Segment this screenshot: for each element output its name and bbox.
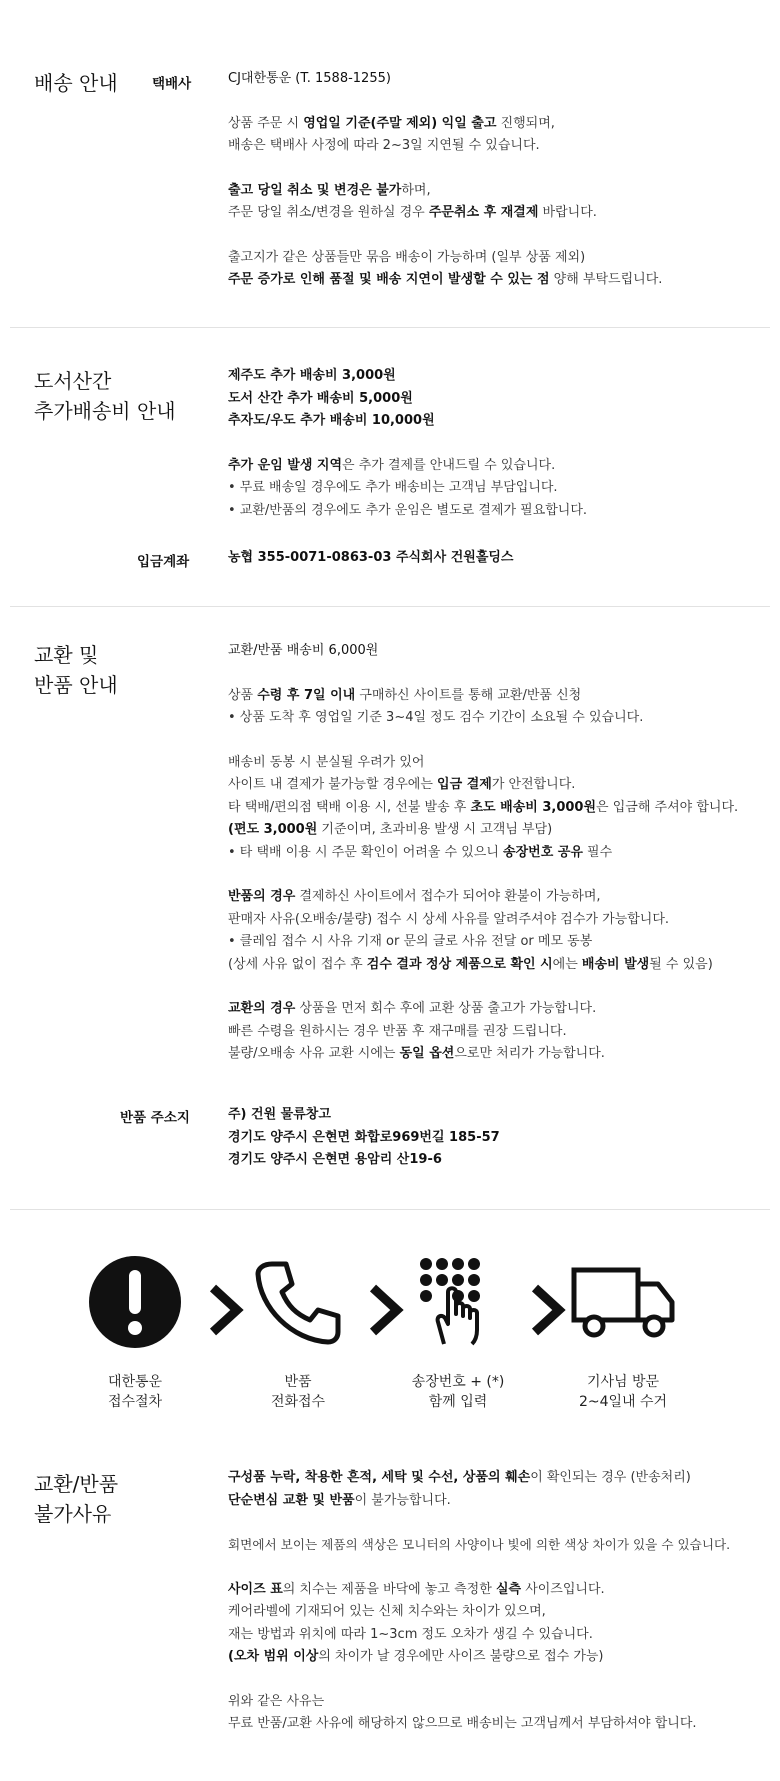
remote-fee1: 제주도 추가 배송비 3,000원 <box>228 368 396 383</box>
exchange-p10: • 클레임 접수 시 사유 기재 or 문의 글로 사유 전달 or 메모 동봉 <box>228 934 593 949</box>
nonreturn-q2: 단순변심 교환 및 반품이 불가능합니다. <box>228 1492 451 1508</box>
shipping-line4: 주문 당일 취소/변경을 원하실 경우 주문취소 후 재결제 바랍니다. <box>228 205 597 220</box>
exchange-p13: 빠른 수령을 원하시는 경우 반품 후 재구매를 권장 드립니다. <box>228 1023 567 1039</box>
divider-1 <box>10 327 770 328</box>
nonreturn-q1: 구성품 누락, 착용한 흔적, 세탁 및 수선, 상품의 훼손이 확인되는 경우 (반송처리) <box>228 1470 691 1485</box>
return-address <box>228 1104 768 1172</box>
shipping-line5: 출고지가 같은 상품들만 묶음 배송이 가능하며 (일부 상품 제외) <box>228 249 586 265</box>
remote-fee2: 도서 산간 추가 배송비 5,000원 <box>228 390 413 406</box>
remote-note1: 추가 운임 발생 지역은 추가 결제를 안내드릴 수 있습니다. <box>228 457 556 473</box>
remote-fee3: 추자도/우도 추가 배송비 10,000원 <box>228 413 435 428</box>
return-address-label: 반품 주소지 <box>120 1110 190 1126</box>
remote-note2: • 무료 배송일 경우에도 추가 배송비는 고객님 부담입니다. <box>228 480 558 495</box>
return-address-1: 주) 건원 물류창고 <box>228 1107 331 1122</box>
return-address-3: 경기도 양주시 은현면 용암리 산19-6 <box>228 1152 442 1167</box>
step-label: 대한통운 접수절차 <box>107 1374 163 1410</box>
nonreturn-q7: (오차 범위 이상의 차이가 날 경우에만 사이즈 불량으로 접수 가능) <box>228 1649 604 1664</box>
shipping-body <box>228 68 768 292</box>
account-value: 농협 355-0071-0863-03 주식회사 건원홀딩스 <box>228 550 514 565</box>
nonreturn-title: 교환/반품 불가사유 <box>34 1472 119 1526</box>
step-label: 기사님 방문 2~4일내 수거 <box>578 1374 668 1410</box>
step-courier <box>65 1254 205 1412</box>
nonreturn-q6: 재는 방법과 위치에 따라 1~3cm 정도 오차가 생길 수 있습니다. <box>228 1626 593 1642</box>
nonreturn-q3: 회면에서 보이는 제품의 색상은 모니터의 사양이나 빛에 의한 색상 차이가 있을 수 있습니다. <box>228 1537 731 1552</box>
shipping-line2: 배송은 택배사 사정에 따라 2~3일 지연될 수 있습니다. <box>228 138 540 153</box>
shipping-line6: 주문 증가로 인해 품절 및 배송 지연이 발생할 수 있는 점 양해 부탁드립니다. <box>228 272 663 287</box>
courier-value: CJ대한통운 (T. 1588-1255) <box>228 71 391 86</box>
step-label: 송장번호 + (*) 함께 입력 <box>411 1374 505 1410</box>
phone-icon <box>250 1254 346 1350</box>
exchange-p2: • 상품 도착 후 영업일 기준 3~4일 정도 검수 기간이 소요될 수 있습니다. <box>228 710 644 725</box>
nonreturn-q9: 무료 반품/교환 사유에 해당하지 않으므로 배송비는 고객님께서 부담하셔야 합니다. <box>228 1716 697 1731</box>
step-truck <box>553 1254 693 1412</box>
remote-body <box>228 365 768 522</box>
exchange-p9: 판매자 사유(오배송/불량) 접수 시 상세 사유를 알려주셔야 검수가 가능합니다. <box>228 911 670 927</box>
nonreturn-q4: 사이즈 표의 치수는 제품을 바닥에 놓고 측정한 실측 사이즈입니다. <box>228 1581 605 1597</box>
exchange-title: 교환 및 반품 안내 <box>34 643 118 697</box>
exchange-p11: (상세 사유 없이 접수 후 검수 결과 정상 제품으로 확인 시에는 배송비 발생될 수 있음) <box>228 956 713 972</box>
nonreturn-q5: 케어라벨에 기재되어 있는 신체 치수와는 차이가 있으며, <box>228 1604 546 1619</box>
exchange-p1: 상품 수령 후 7일 이내 구매하신 사이트를 통해 교환/반품 신청 <box>228 687 582 703</box>
exchange-fee: 교환/반품 배송비 6,000원 <box>228 643 379 658</box>
account-value-wrap <box>228 547 768 570</box>
exchange-p3: 배송비 동봉 시 분실될 우려가 있어 <box>228 754 425 770</box>
divider-3 <box>10 1209 770 1210</box>
courier-label: 택배사 <box>152 76 192 92</box>
exchange-p6: (편도 3,000원 기준이며, 초과비용 발생 시 고객님 부담) <box>228 822 553 837</box>
shipping-line3: 출고 당일 취소 및 변경은 불가하며, <box>228 182 431 198</box>
account-label: 입금계좌 <box>137 554 190 570</box>
nonreturn-body <box>228 1467 768 1736</box>
keypad-icon <box>410 1254 506 1350</box>
divider-2 <box>10 606 770 607</box>
shipping-line1: 상품 주문 시 영업일 기준(주말 제외) 익일 출고 진행되며, <box>228 115 555 131</box>
exchange-body <box>228 640 768 1066</box>
truck-icon <box>568 1254 678 1350</box>
return-steps <box>0 1254 780 1414</box>
step-label: 반품 전화접수 <box>270 1374 326 1410</box>
shipping-title: 배송 안내 <box>34 71 118 95</box>
nonreturn-q8: 위와 같은 사유는 <box>228 1693 325 1709</box>
exchange-p8: 반품의 경우 결제하신 사이트에서 접수가 되어야 환불이 가능하며, <box>228 889 601 904</box>
step-keypad <box>388 1254 528 1412</box>
exchange-p7: • 타 택배 이용 시 주문 확인이 어려울 수 있으니 송장번호 공유 필수 <box>228 844 613 860</box>
remote-title: 도서산간 추가배송비 안내 <box>34 369 176 423</box>
exchange-p5: 타 택배/편의점 택배 이용 시, 선불 발송 후 초도 배송비 3,000원은 입금해 주셔야 합니다. <box>228 799 739 815</box>
exclamation-icon <box>87 1254 183 1350</box>
exchange-p12: 교환의 경우 상품을 먼저 회수 후에 교환 상품 출고가 가능합니다. <box>228 1001 597 1016</box>
return-address-2: 경기도 양주시 은현면 화합로969번길 185-57 <box>228 1129 500 1145</box>
exchange-p14: 불량/오배송 사유 교환 시에는 동일 옵션으로만 처리가 가능합니다. <box>228 1046 605 1061</box>
exchange-p4: 사이트 내 결제가 불가능할 경우에는 입금 결제가 안전합니다. <box>228 777 576 792</box>
step-phone <box>228 1254 368 1412</box>
remote-note3: • 교환/반품의 경우에도 추가 운임은 별도로 결제가 필요합니다. <box>228 502 588 518</box>
